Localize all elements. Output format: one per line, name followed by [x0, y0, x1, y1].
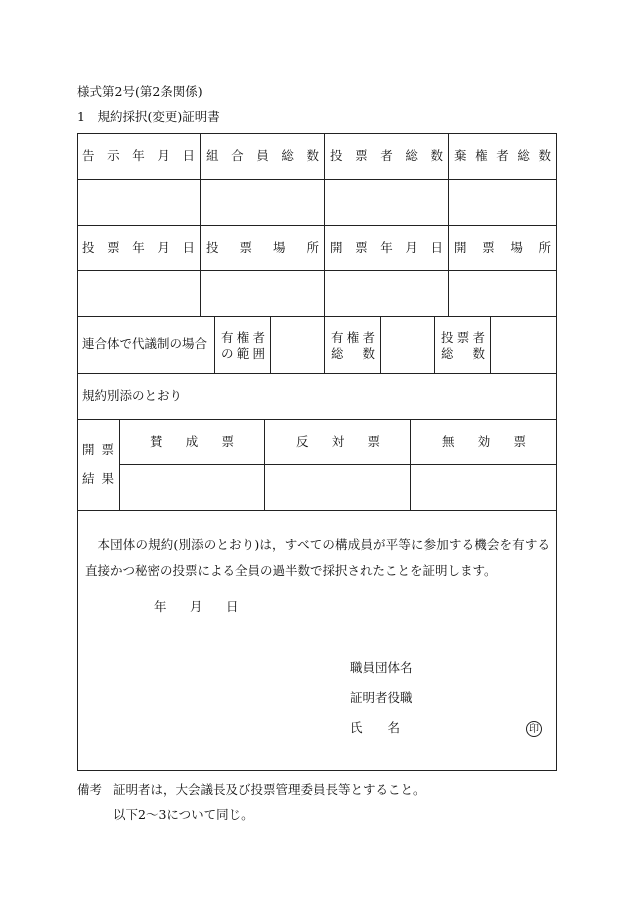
- header-counting-place: 開 票 場 所: [454, 239, 551, 255]
- header-total-abstainers: 棄 権 者 総 数: [454, 147, 551, 163]
- date-day: 日: [226, 599, 239, 614]
- remarks-label: 備考: [77, 782, 103, 797]
- delegate-label: 連合体で代議制の場合: [82, 336, 208, 351]
- date-year: 年: [154, 599, 167, 614]
- certification-text: 本団体の規約(別添のとおり)は，すべての構成員が平等に参加する機会を有する直接かつ秘密の投票による全員の過半数で採択されたことを証明します。: [85, 537, 550, 578]
- rule: [214, 316, 215, 373]
- results-col-no: 反 対 票: [296, 433, 380, 449]
- rule: [380, 316, 381, 373]
- header-voting-date: 投 票 年 月 日: [82, 239, 195, 255]
- results-label-bottom: 結 果: [82, 470, 114, 486]
- delegate-eligible-total: 有 権 者 総 数: [331, 329, 375, 361]
- signature-role-label: 証明者役職: [350, 690, 413, 705]
- rule: [77, 179, 557, 180]
- header-notice-date: 告 示 年 月 日: [82, 147, 195, 163]
- remarks-line-1: 証明者は，大会議長及び投票管理委員長等とすること。: [113, 782, 426, 797]
- form-number: 様式第2号(第2条関係): [77, 84, 203, 99]
- rule: [119, 464, 557, 465]
- remarks-line-2: 以下2～3について同じ。: [113, 807, 254, 822]
- header-counting-date: 開 票 年 月 日: [330, 239, 443, 255]
- rule: [200, 133, 201, 316]
- rule: [77, 419, 557, 420]
- rule: [77, 373, 557, 374]
- delegate-eligible-scope: 有 権 者 の 範 囲: [221, 329, 265, 361]
- header-voting-place: 投 票 場 所: [206, 239, 319, 255]
- delegate-voter-total: 投 票 者 総 数: [441, 329, 485, 361]
- rule: [77, 510, 557, 511]
- date-month: 月: [190, 599, 203, 614]
- results-col-yes: 賛 成 票: [150, 433, 234, 449]
- rule: [270, 316, 271, 373]
- header-total-members: 組 合 員 総 数: [206, 147, 319, 163]
- rule: [264, 419, 265, 510]
- rule: [434, 316, 435, 373]
- rule: [77, 225, 557, 226]
- rule: [448, 133, 449, 316]
- rule: [77, 270, 557, 271]
- signature-name-label: 氏 名: [350, 720, 401, 735]
- rule: [77, 316, 557, 317]
- rule: [119, 419, 120, 510]
- results-label-top: 開 票: [82, 441, 114, 457]
- rule: [490, 316, 491, 373]
- form-heading: 1 規約採択(変更)証明書: [77, 109, 220, 124]
- header-total-voters: 投 票 者 総 数: [330, 147, 443, 163]
- bylaws-note: 規約別添のとおり: [82, 388, 183, 403]
- results-col-invalid: 無 効 票: [442, 433, 526, 449]
- seal-icon: 印: [526, 721, 542, 737]
- rule: [324, 316, 325, 373]
- signature-org-label: 職員団体名: [350, 660, 413, 675]
- rule: [324, 133, 325, 316]
- rule: [410, 419, 411, 510]
- form-frame: [77, 133, 557, 771]
